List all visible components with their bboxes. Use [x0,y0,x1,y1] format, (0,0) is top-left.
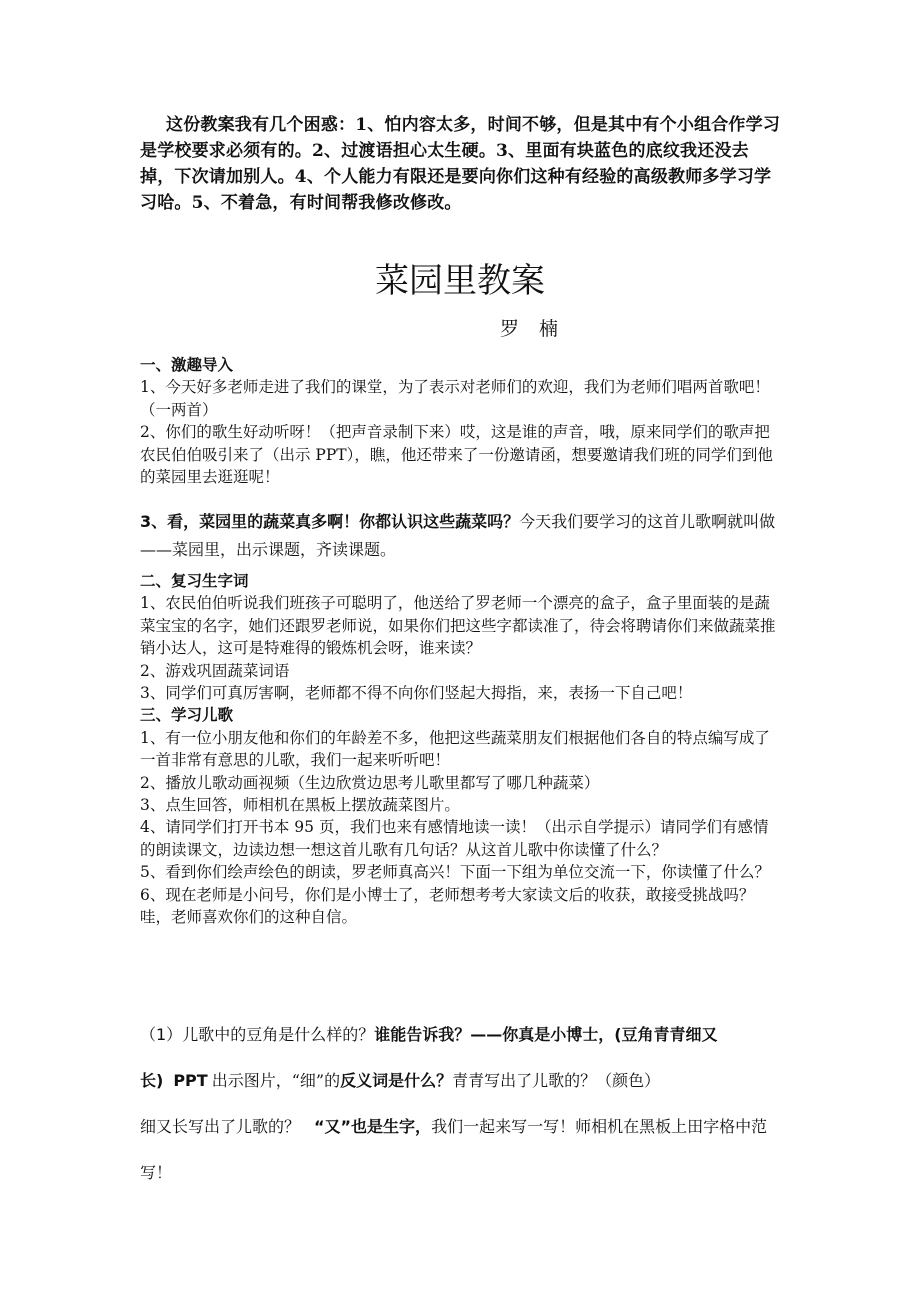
document-title: 菜园里教案 [375,261,545,301]
intro-note: 这份教案我有几个困惑：1、怕内容太多，时间不够，但是其中有个小组合作学习是学校要求必须有的。2、过渡语担心太生硬。3、里面有块蓝色的底纹我还没去掉，下次请加别人。4、个人能力有限还是要向你们这种有经验的高级教师多学习学习哈。5、不着急，有时间帮我修改修改。 [140,115,781,213]
paragraph: 3、同学们可真厉害啊，老师都不得不向你们竖起大拇指，来，表扬一下自己吧！ [140,684,693,703]
section-heading: 一、激趣导入 [140,355,234,374]
paragraph: 4、请同学们打开书本 95 页，我们也来有感情地读一读！（出示自学提示）请同学们有感情的朗读课文，边读边想一想这首儿歌有几句话？从这首儿歌中你读懂了什么？ [140,818,769,859]
paragraph-text: 青青写出了儿歌的？（颜色） [452,1071,661,1090]
emphasis-text: “又”也是生字， [314,1117,432,1136]
paragraph: 1、今天好多老师走进了我们的课堂，为了表示对老师们的欢迎，我们为老师们唱两首歌吧！（一两首） [140,378,770,419]
section-review [140,570,782,929]
paragraph-text: 细又长写出了儿歌的？ [140,1117,301,1136]
ppt-label: PPT [173,1071,208,1090]
paragraph: 1、农民伯伯听说我们班孩子可聪明了，他送给了罗老师一个漂亮的盒子，盒子里面装的是蔬菜宝宝的名字，她们还跟罗老师说，如果你们把这些字都读准了，待会将聘请你们来做蔬菜推销小达人，这可是特难得的锻炼机会呀，谁来读？ [140,594,776,658]
author-name: 罗楠 [500,318,579,340]
section-intro [140,354,782,488]
emphasis-text: 谁能告诉我？——你真是小博士，(豆角青青细又长) [140,1025,718,1090]
paragraph: 6、现在老师是小问号，你们是小博士了，老师想考考大家读文后的收获，敢接受挑战吗？哇，老师喜欢你们的这种自信。 [140,885,755,927]
paragraph [140,1012,782,1196]
paragraph [140,508,782,564]
paragraph: 5、看到你们绘声绘色的朗读，罗老师真高兴！下面一下组为单位交流一下，你读懂了什么？ [140,863,770,882]
emphasis-text: 3、看，菜园里的蔬菜真多啊！你都认识这些蔬菜吗？ [140,512,520,531]
paragraph-text: 出示图片，“细”的 [211,1071,341,1090]
section-heading: 三、学习儿歌 [140,705,234,725]
paragraph: 2、游戏巩固蔬菜词语 [140,661,290,680]
paragraph: 1、有一位小朋友他和你们的年龄差不多，他把这些蔬菜朋友们根据他们各自的特点编写成了一首非常有意思的儿歌，我们一起来听听吧！ [140,728,770,770]
paragraph-text: 我们一起来写一写！师相机在黑板上田字格中范写！ [140,1117,768,1182]
paragraph: 2、你们的歌生好动听呀！（把声音录制下来）哎，这是谁的声音，哦，原来同学们的歌声把农民伯伯吸引来了（出示 PPT），瞧，他还带来了一份邀请函，想要邀请我们班的同学们到他的菜园里去逛逛呢！ [140,423,773,487]
number-label: （1） [140,1025,183,1044]
paragraph: 3、点生回答，师相机在黑板上摆放蔬菜图片。 [140,796,460,815]
section-heading: 二、复习生字词 [140,571,249,590]
paragraph: 2、播放儿歌动画视频（生边欣赏边思考儿歌里都写了哪几种蔬菜） [140,773,600,792]
paragraph-text: 今天我们要学习的这首儿歌啊就叫做——菜园里，出示课题，齐读课题。 [140,512,776,559]
emphasis-text: 反义词是什么？ [340,1071,453,1090]
paragraph-text: 儿歌中的豆角是什么样的？ [182,1025,375,1044]
